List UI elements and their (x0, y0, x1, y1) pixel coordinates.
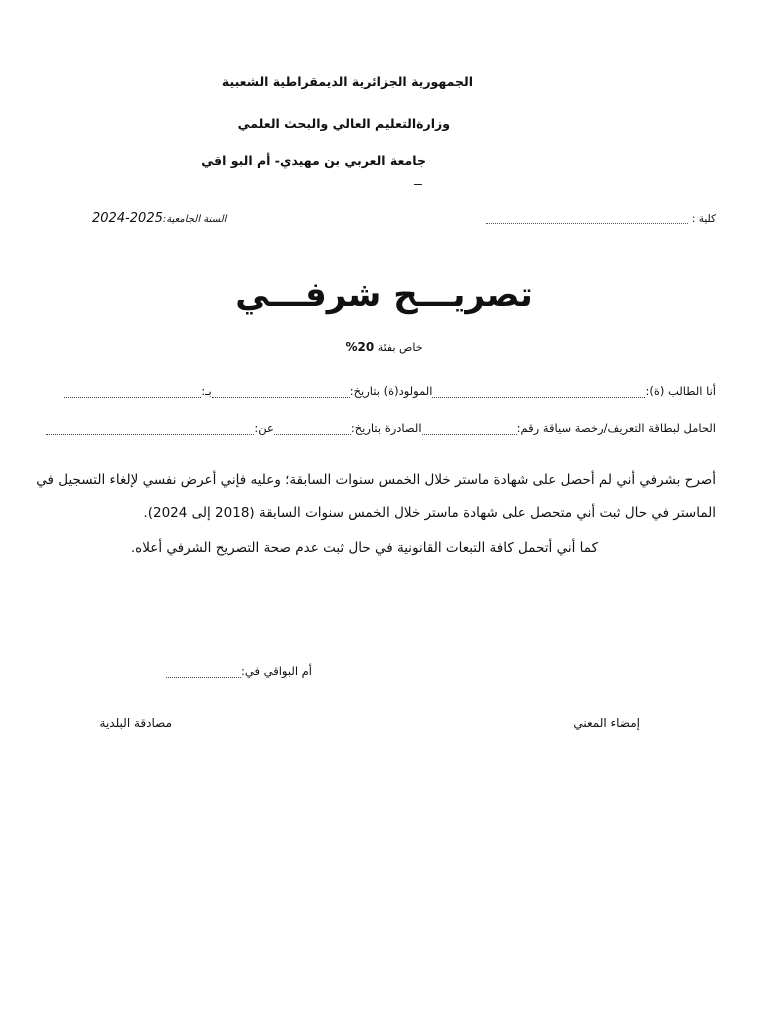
issued-label: الصادرة بتاريخ: (350, 421, 422, 435)
place-date-label: أم البواقي في: (241, 664, 312, 678)
academic-year (92, 211, 226, 226)
faculty-blank (486, 214, 688, 224)
student-line (64, 384, 716, 398)
signature-person: إمضاء المعني (573, 716, 640, 730)
ministry-header: وزارةالتعليم العالي والبحث العلمي (237, 116, 450, 131)
body-line-1: أصرح بشرفي أني لم أحصل على شهادة ماستر خلال الخمس سنوات السابقة؛ وعليه فإني أعرض نفسي لإلغاء التسجيل في (36, 472, 716, 488)
subtitle-text: خاص بفئة (377, 341, 423, 354)
holder-blank (422, 425, 517, 435)
document-subtitle (0, 340, 768, 354)
holder-label: الحامل لبطاقة التعريف/رخصة سياقة رقم: (516, 421, 716, 435)
body-line-3: كما أني أتحمل كافة التبعات القانونية في حال ثبت عدم صحة التصريح الشرفي أعلاه. (130, 540, 598, 556)
student-blank (432, 388, 645, 398)
faculty-field (486, 213, 716, 225)
subtitle-percent: 20% (345, 340, 375, 354)
signature-municipality: مصادقة البلدية (99, 716, 172, 730)
place-date-blank (166, 668, 241, 678)
document-title: تصريـــح شرفـــي (235, 275, 533, 315)
academic-year-value: 2024-2025 (92, 211, 163, 226)
from-blank (46, 425, 254, 435)
id-line (46, 421, 716, 435)
issued-blank (274, 425, 351, 435)
born-blank (212, 388, 350, 398)
from-label: عن: (254, 421, 274, 435)
student-label: أنا الطالب (ة): (645, 384, 716, 398)
born-label: المولود(ة) بتاريخ: (349, 384, 433, 398)
place-date-line (166, 664, 312, 678)
at-label: بـ: (201, 384, 212, 398)
at-blank (64, 388, 201, 398)
header-dash (414, 184, 422, 185)
republic-header: الجمهورية الجزائرية الديمقراطية الشعبية (221, 74, 473, 89)
academic-year-label: السنة الجامعية: (162, 214, 227, 225)
university-header: جامعة العربي بن مهيدي- أم البو اقي (201, 153, 426, 168)
body-line-2: الماستر في حال ثبت أني متحصل على شهادة ماستر خلال الخمس سنوات السابقة (2018 إلى 2024). (143, 505, 716, 521)
faculty-label: كلية : (691, 213, 716, 225)
